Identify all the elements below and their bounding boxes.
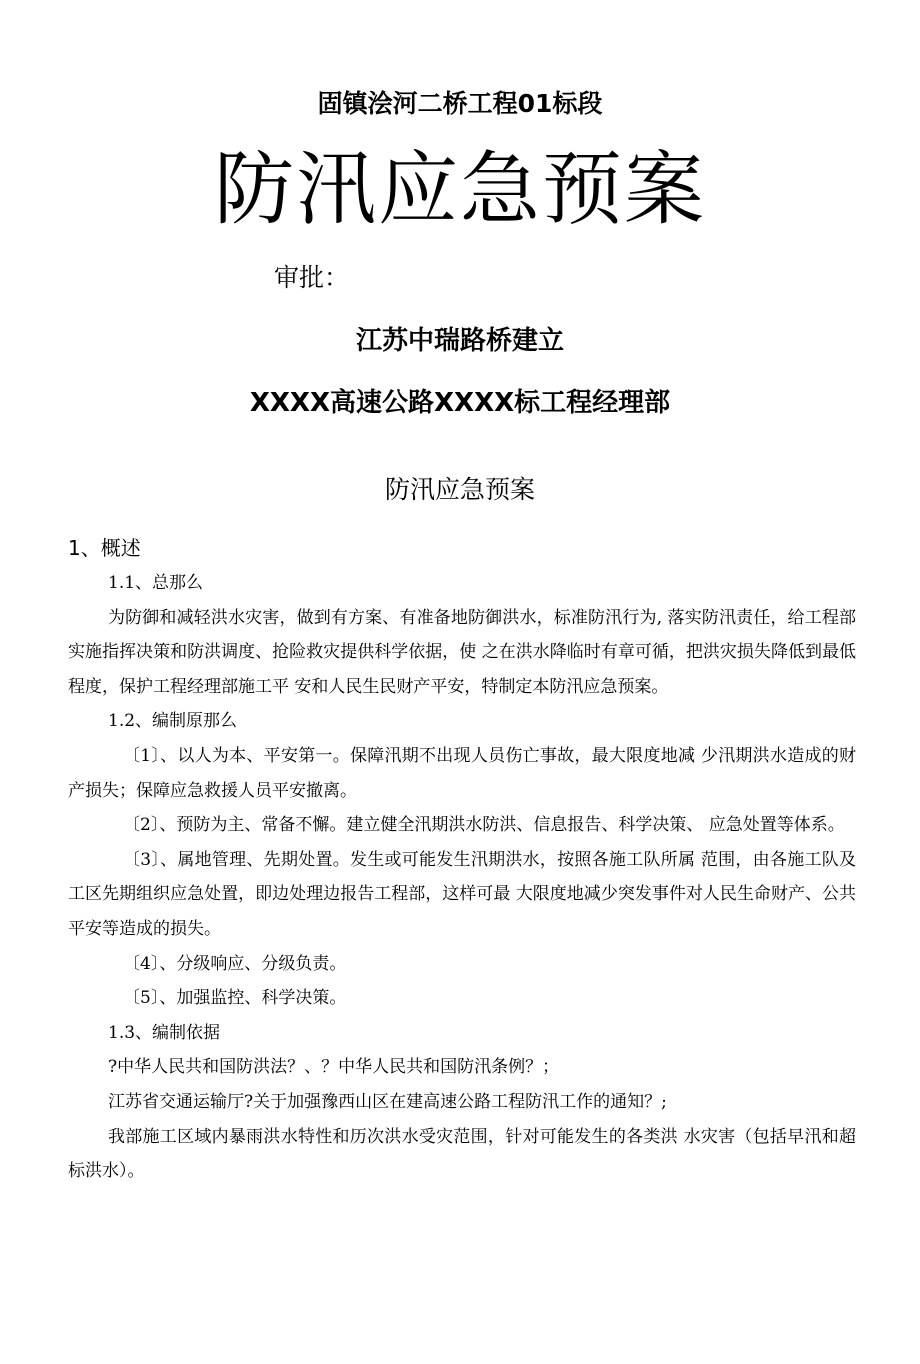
- document-title: 防汛应急预案: [384, 475, 535, 504]
- paragraph: 江苏省交通运输厅?关于加强豫西山区在建高速公路工程防汛工作的通知？;: [108, 1091, 667, 1112]
- list-item: 〔3〕、属地管理、先期处置。发生或可能发生汛期洪水，按照各施工队所属 范围，由各施工队及工区先期组织应急处置，即边处理边报告工程部，这样可最 大限度地减少突发事件对人民生命财产、公共平安等造成的损失。: [68, 849, 856, 939]
- main-title: 防汛应急预案: [214, 143, 706, 236]
- paragraph: 为防御和减轻洪水灾害，做到有方案、有准备地防御洪水，标准防汛行为, 落实防汛责任，给工程部实施指挥决策和防洪调度、抢险救灾提供科学依据，使 之在洪水降临时有章可循，把洪灾损失降低到最低程度，保护工程经理部施工平 安和人民生民财产平安，特制定本防汛应急预案。: [68, 607, 856, 697]
- document-body: [68, 530, 856, 1189]
- paragraph: 我部施工区域内暴雨洪水特性和历次洪水受灾范围，针对可能发生的各类洪 水灾害（包括早汛和超标洪水）。: [68, 1126, 856, 1182]
- section-heading: 1、概述: [68, 536, 141, 560]
- paragraph: ?中华人民共和国防洪法？、？中华人民共和国防汛条例？；: [108, 1057, 560, 1078]
- list-item: 〔2〕、预防为主、常备不懈。建立健全汛期洪水防洪、信息报告、科学决策、 应急处置等体系。: [123, 815, 845, 836]
- subsection-heading: 1.1、总那么: [108, 573, 204, 593]
- subsection-heading: 1.3、编制依据: [108, 1022, 221, 1043]
- subsection-heading: 1.2、编制原那么: [108, 711, 238, 732]
- list-item: 〔4〕、分级响应、分级负责。: [123, 953, 347, 974]
- department-name: XXXX高速公路XXXX标工程经理部: [249, 388, 671, 418]
- list-item: 〔5〕、加强监控、科学决策。: [123, 988, 347, 1009]
- approval-label: 审批：: [274, 263, 350, 292]
- company-name: 江苏中瑞路桥建立: [355, 326, 564, 356]
- list-item: 〔1〕、以人为本、平安第一。保障汛期不出现人员伤亡事故，最大限度地减 少汛期洪水造成的财产损失；保障应急救援人员平安撤离。: [68, 745, 856, 801]
- project-name: 固镇浍河二桥工程01标段: [317, 89, 603, 118]
